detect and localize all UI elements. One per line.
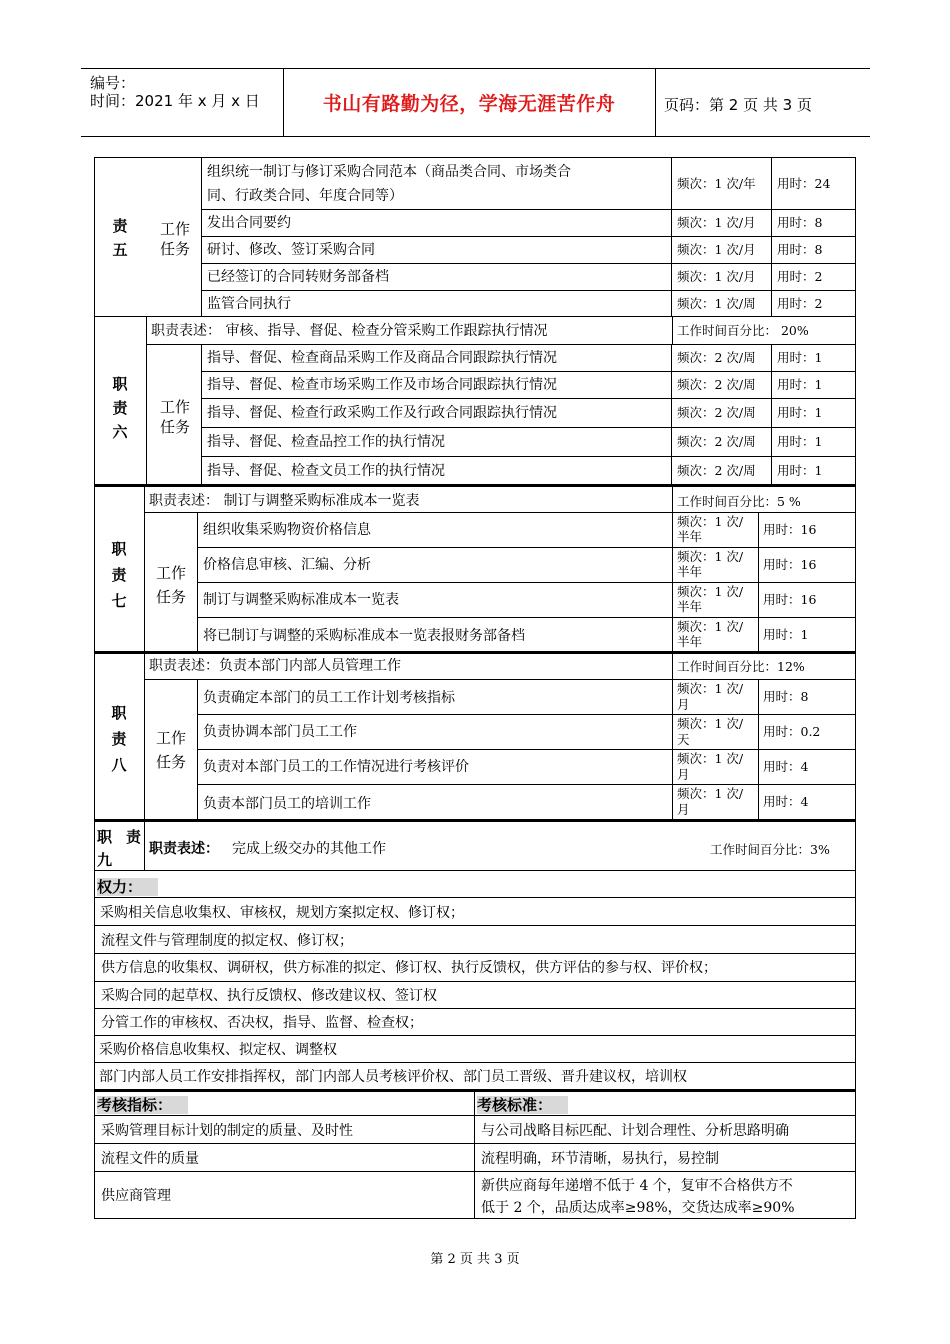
duty7-task-1: 组织收集采购物资价格信息 [203,522,371,538]
duty5-row-line [201,290,856,291]
page-footer: 第 2 页 共 3 页 [430,1252,520,1267]
duty6-task-2: 指导、督促、检查市场采购工作及市场合同跟踪执行情况 [207,377,557,393]
duty9-desc: 完成上级交办的其他工作 [232,841,386,857]
duty5-task-3: 研讨、修改、签订采购合同 [207,242,375,258]
duty7-pct: 工作时间百分比：5 % [677,494,801,509]
duty8-desc: 职责表述：负责本部门内部人员管理工作 [149,658,401,674]
duty5-task-5-time: 用时：2 [777,296,823,311]
duty5-label-text: 责五 [112,217,128,259]
duty8-task-4-freq-unit: 月 [677,802,690,817]
duty8-task-3-freq: 频次：1 次/ [677,751,744,766]
duty6-task-label [155,397,195,437]
duty6-task-5: 指导、督促、检查文员工作的执行情况 [207,463,445,479]
duty8-task-1: 负责确定本部门的员工工作计划考核指标 [203,690,455,706]
power-item-6: 采购价格信息收集权、拟定权、调整权 [99,1042,337,1058]
duty9-label-c: 九 [97,851,113,869]
assessment-row-2-standard: 流程明确，环节清晰，易执行，易控制 [481,1151,719,1167]
duty5-task-4-time: 用时：2 [777,269,823,284]
duty6-task-2-time: 用时：1 [777,377,823,392]
duty6-task-1-time: 用时：1 [777,350,823,365]
duty6-task-3-freq: 频次：2 次/周 [677,405,756,420]
duty7-task-label [151,561,191,609]
duty6-pct-divider [672,317,673,344]
power-item-4: 采购合同的起草权、执行反馈权、修改建议权、签订权 [101,988,437,1004]
duty7-task-3-freq: 频次：1 次/ [677,584,744,599]
duty5-row-line [201,263,856,264]
duty5-task-1-line2: 同、行政类合同、年度合同等） [207,188,403,204]
duty8-task-3: 负责对本部门员工的工作情况进行考核评价 [203,759,469,775]
duty6-row-line [201,371,856,372]
assessment-row-line [94,1143,856,1144]
duty8-task-3-freq-unit: 月 [677,767,690,782]
power-item-3: 供方信息的收集权、调研权，供方标准的拟定、修订权、执行反馈权，供方评估的参与权、评价权； [101,960,717,976]
duty6-row-line [201,456,856,457]
duty8-task-2-freq: 频次：1 次/ [677,716,744,731]
duty5-task-label [155,219,195,259]
duty5-task-2-time: 用时：8 [777,215,823,230]
duty5-task-1-line1: 组织统一制订与修订采购合同范本（商品类合同、市场类合 [207,164,571,180]
duty6-time-col-divider [771,344,772,485]
powers-row-line [94,1035,856,1036]
assessment-standard-title: 考核标准： [477,1096,568,1114]
duty6-row-line [201,398,856,399]
powers-row-line [94,981,856,982]
duty8-task-1-time: 用时：8 [763,689,809,704]
duty6-task-3: 指导、督促、检查行政采购工作及行政合同跟踪执行情况 [207,405,557,421]
duty5-task-2: 发出合同要约 [207,215,291,231]
duty7-label-divider [144,485,145,652]
duty9-pct: 工作时间百分比：3% [710,842,830,857]
duty5-task-5-freq: 频次：1 次/周 [677,296,756,311]
assessment-indicator-title: 考核指标： [97,1096,188,1114]
duty6-task-2-freq: 频次：2 次/周 [677,377,756,392]
duty5-task-4-freq: 频次：1 次/月 [677,269,756,284]
duty7-task-3-time: 用时：16 [763,592,817,607]
header-number: 编号： [90,74,136,92]
assessment-row-1-indicator: 采购管理目标计划的制定的质量、及时性 [101,1123,353,1139]
duty6-task-5-time: 用时：1 [777,463,823,478]
duty6-row-line [201,427,856,428]
duty8-task-3-time: 用时：4 [763,759,809,774]
duty6-pct: 工作时间百分比： 20% [677,323,809,338]
duty8-task-label [151,726,191,774]
duty8-task-label-text: 工作任务 [155,729,186,771]
duty7-row-line [197,582,856,583]
duty7-task-2-freq: 频次：1 次/ [677,549,744,564]
duty8-row-line [197,784,856,785]
duty8-task-2-time: 用时：0.2 [763,724,821,739]
duty9-label-a: 职 [97,828,113,846]
duty6-desc: 职责表述： 审核、指导、督促、检查分管采购工作跟踪执行情况 [151,323,548,339]
duty8-label [104,700,134,778]
duty8-row-line [197,749,856,750]
duty5-task-3-time: 用时：8 [777,242,823,257]
duty7-task-label-text: 工作任务 [155,564,186,606]
assessment-row-3-indicator: 供应商管理 [101,1188,171,1204]
assessment-row-3-standard-line1: 新供应商每年递增不低于 4 个，复审不合格供方不 [481,1178,793,1194]
powers-row-line [94,925,856,926]
duty5-task-1-freq: 频次：1 次/年 [677,176,756,191]
header-bottom-rule [81,136,870,137]
header-motto: 书山有路勤为径，学海无涯苦作舟 [322,93,616,115]
duty7-task-2-freq-unit: 半年 [677,564,703,579]
duty7-task-2: 价格信息审核、汇编、分析 [203,557,371,573]
duty5-label [105,214,135,262]
duty5-row-line [201,209,856,210]
duty6-task-4: 指导、督促、检查品控工作的执行情况 [207,434,445,450]
duty7-task-4-time: 用时：1 [763,627,809,642]
assessment-row-line [94,1171,856,1172]
duty8-row-line [197,714,856,715]
header-divider-left [283,68,284,136]
header-date: 时间：2021 年 x 月 x 日 [90,92,260,110]
duty6-task-5-freq: 频次：2 次/周 [677,463,756,478]
duty6-task-1-freq: 频次：2 次/周 [677,350,756,365]
duty7-task-4: 将已制订与调整的采购标准成本一览表报财务部备档 [203,628,525,644]
duty8-task-1-freq-unit: 月 [677,697,690,712]
header-divider-right [655,68,656,136]
duty7-task-4-freq-unit: 半年 [677,634,703,649]
duty8-freq-col-divider [672,652,673,820]
duty8-task-4-freq: 频次：1 次/ [677,786,744,801]
header-page-number: 页码：第 2 页 共 3 页 [664,96,812,114]
duty7-task-1-time: 用时：16 [763,522,817,537]
duty8-task-2: 负责协调本部门员工工作 [203,724,357,740]
duty5-task-1-time: 用时：24 [777,176,831,191]
duty5-task-label-text: 工作任务 [159,220,190,258]
assessment-row-1-standard: 与公司战略目标匹配、计划合理性、分析思路明确 [481,1123,789,1139]
duty7-freq-col-divider [672,485,673,652]
assessment-col-divider [474,1090,475,1219]
duty8-task-1-freq: 频次：1 次/ [677,681,744,696]
duty5-task-5: 监管合同执行 [207,296,291,312]
duty9-desc-label: 职责表述： [149,841,219,857]
duty6-label-text: 职责六 [112,375,128,441]
header-top-rule [81,68,870,69]
assessment-row-3-standard-line2: 低于 2 个，品质达成率≥98%，交货达成率≥90% [481,1200,795,1216]
assessment-row-2-indicator: 流程文件的质量 [101,1151,199,1167]
duty5-time-col-divider [771,157,772,317]
duty7-task-4-freq: 频次：1 次/ [677,619,744,634]
duty5-task-3-freq: 频次：1 次/月 [677,242,756,257]
power-item-7: 部门内部人员工作安排指挥权，部门内部人员考核评价权、部门员工晋级、晋升建议权，培训权 [99,1069,687,1085]
power-item-2: 流程文件与管理制度的拟定权、修订权； [101,933,353,949]
duty8-label-text: 职责八 [111,704,127,774]
duty7-task-2-time: 用时：16 [763,557,817,572]
duty8-label-divider [144,652,145,820]
powers-row-line [94,1062,856,1063]
duty8-pct: 工作时间百分比：12% [677,659,805,674]
duty9-label-b: 责 [126,828,142,846]
assessment-indicator-header [97,1096,188,1114]
duty5-task-2-freq: 频次：1 次/月 [677,215,756,230]
powers-title [97,878,158,896]
duty5-task-col [201,157,672,317]
duty9-label-divider [144,820,145,871]
assessment-standard-header [477,1096,568,1114]
duty6-task-1: 指导、督促、检查商品采购工作及商品合同跟踪执行情况 [207,350,557,366]
duty8-task-4: 负责本部门员工的培训工作 [203,796,371,812]
duty7-label [104,536,134,614]
powers-row-line [94,1008,856,1009]
duty6-label-divider [146,317,147,485]
duty7-row-line [197,547,856,548]
duty7-task-3-freq-unit: 半年 [677,599,703,614]
duty7-label-text: 职责七 [111,540,127,610]
duty7-row-line [197,617,856,618]
duty6-task-label-text: 工作任务 [159,398,190,436]
duty7-task-1-freq-unit: 半年 [677,529,703,544]
assessment-row-line [94,1115,856,1116]
power-item-1: 采购相关信息收集权、审核权，规划方案拟定权、修订权； [100,905,464,921]
duty6-label [105,372,135,444]
duty5-task-4: 已经签订的合同转财务部备档 [207,269,389,285]
duty6-task-3-time: 用时：1 [777,405,823,420]
duty8-task-4-time: 用时：4 [763,794,809,809]
duty6-task-4-freq: 频次：2 次/周 [677,434,756,449]
duty7-task-3: 制订与调整采购标准成本一览表 [203,592,399,608]
duty7-task-1-freq: 频次：1 次/ [677,514,744,529]
powers-row-line [94,897,856,898]
duty5-row-line [201,236,856,237]
duty8-task-2-freq-unit: 天 [677,732,690,747]
power-item-5: 分管工作的审核权、否决权，指导、监督、检查权； [101,1015,423,1031]
duty6-task-4-time: 用时：1 [777,434,823,449]
powers-row-line [94,953,856,954]
duty7-desc: 职责表述： 制订与调整采购标准成本一览表 [149,493,420,509]
powers-title-text: 权力： [97,878,158,896]
